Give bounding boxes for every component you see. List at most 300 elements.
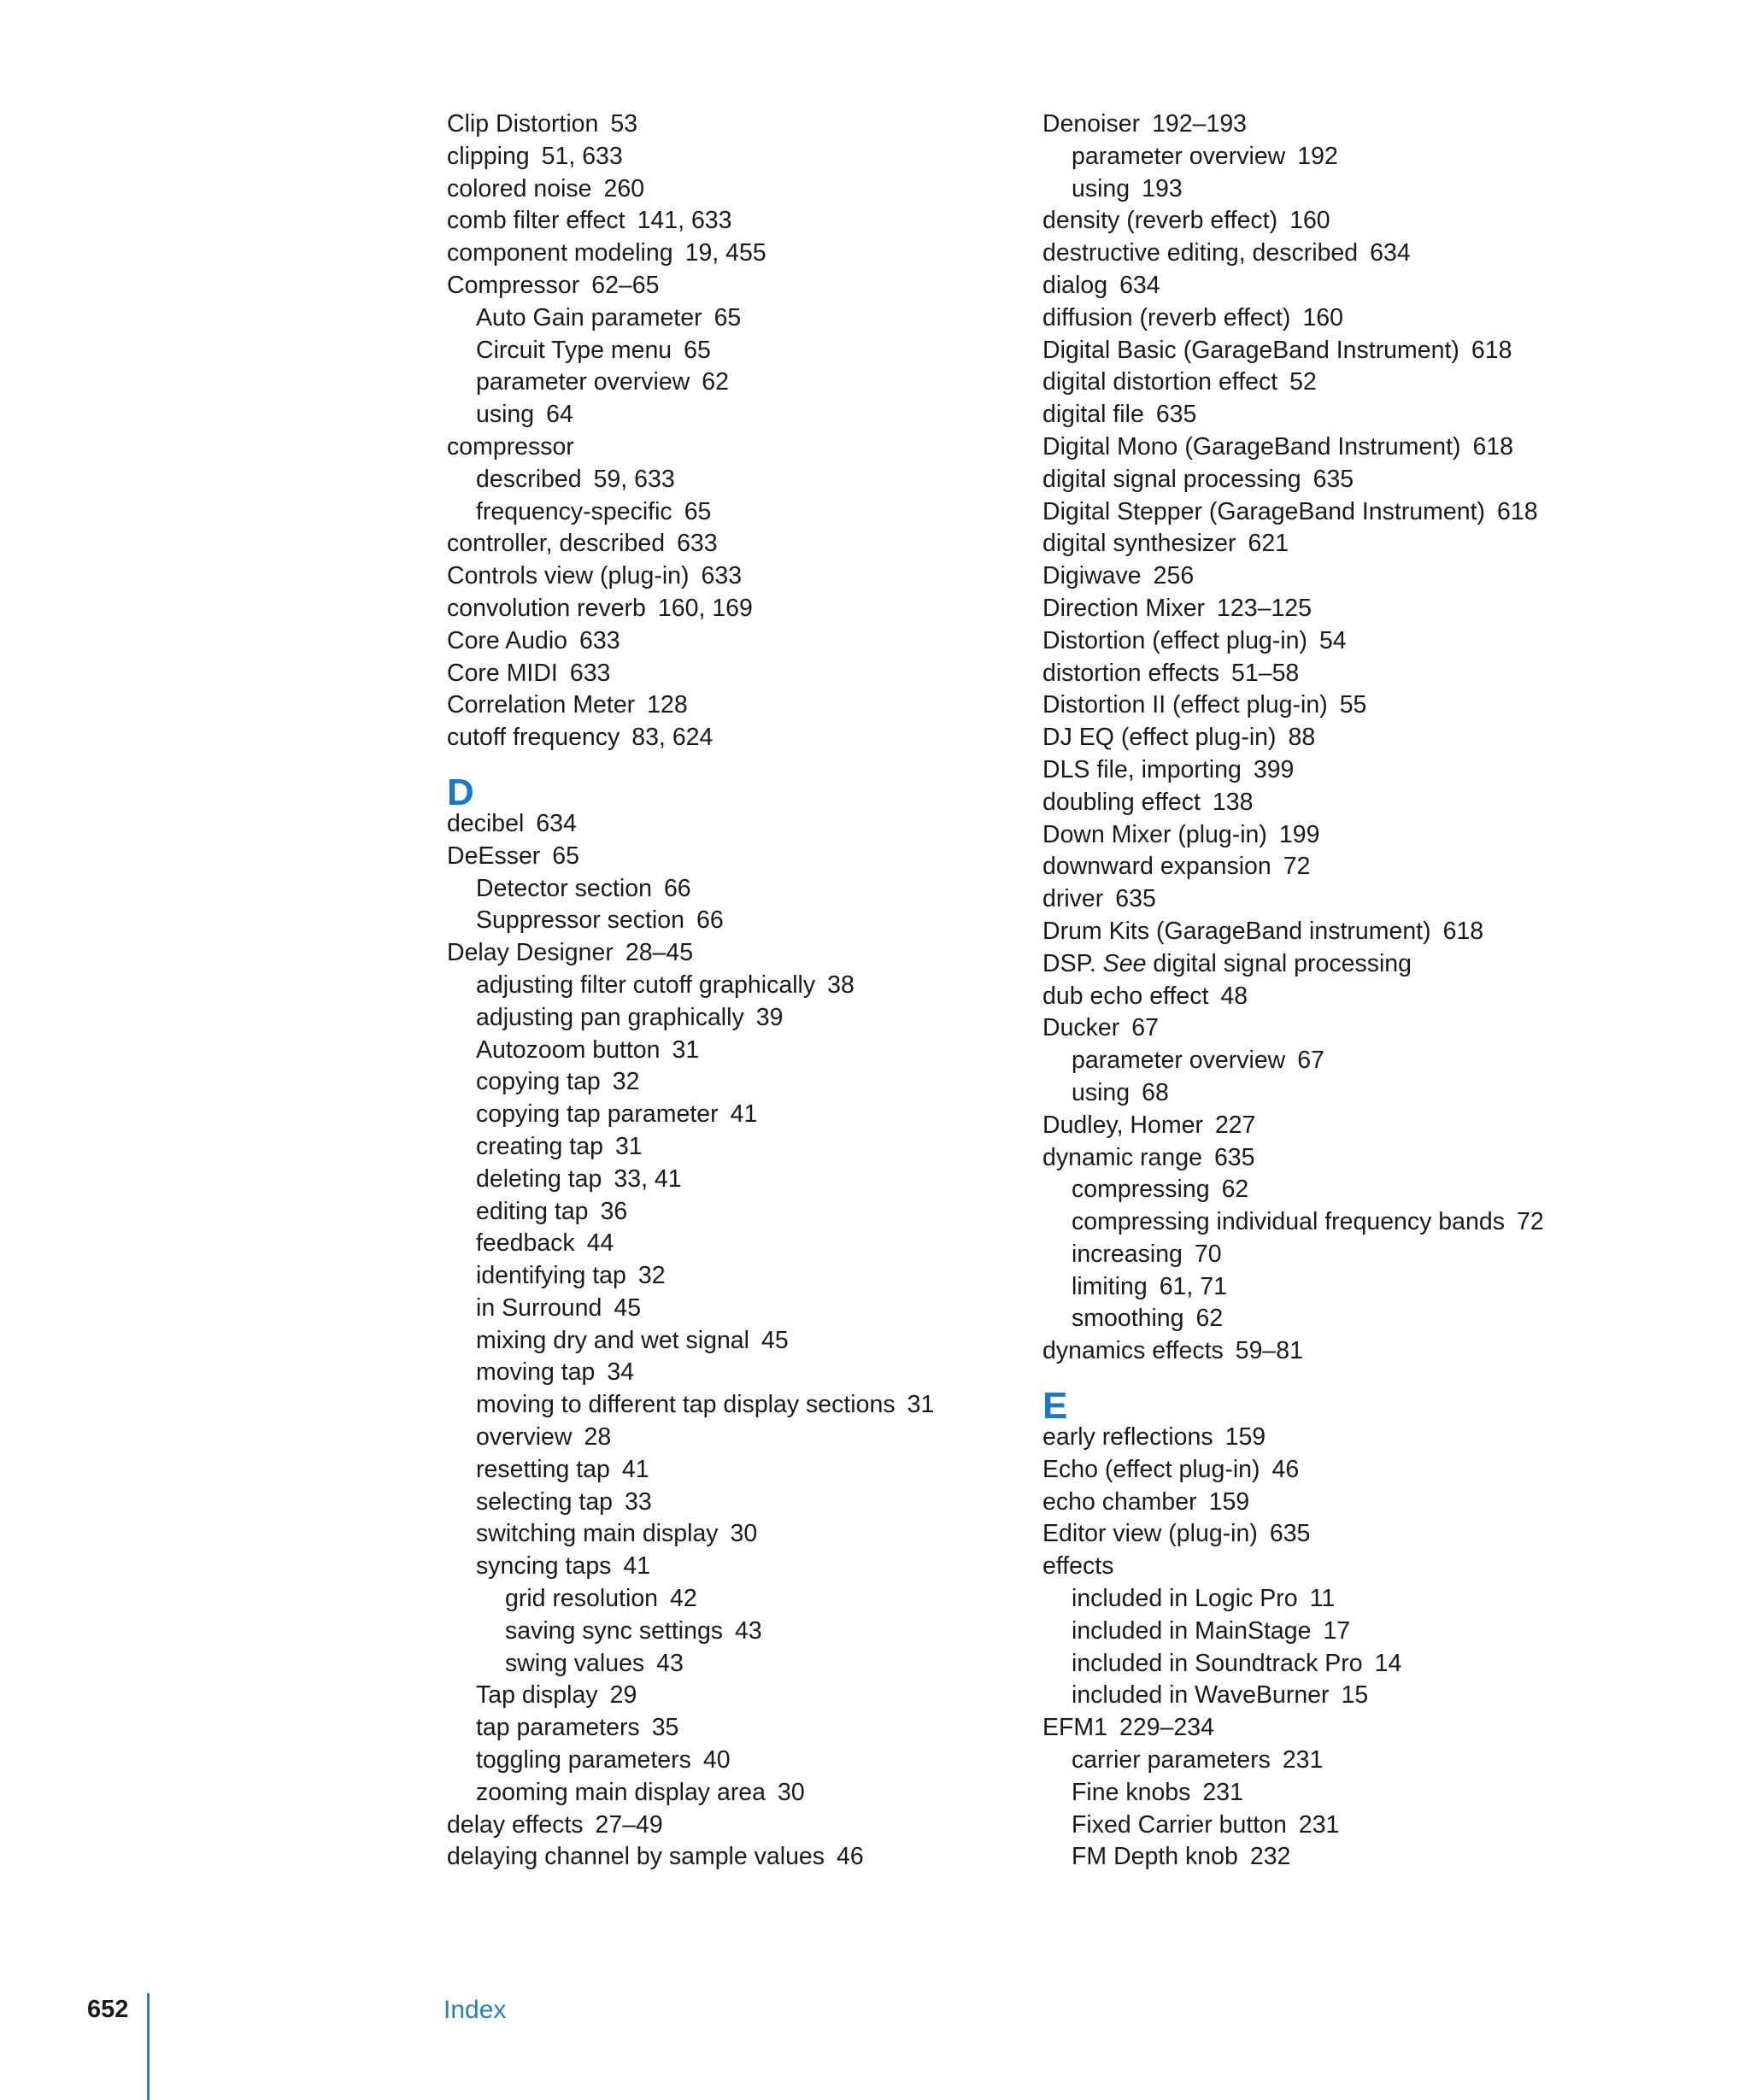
index-page-refs: 31: [672, 1035, 700, 1064]
index-term: destructive editing, described: [1042, 239, 1359, 267]
index-entry: [1042, 205, 1572, 238]
index-term: decibel: [447, 809, 525, 837]
index-page-refs: 618: [1472, 432, 1514, 460]
index-term: Clip Distortion: [447, 110, 599, 138]
index-page-refs: 59, 633: [593, 465, 675, 493]
index-term: Digital Stepper (GarageBand Instrument): [1042, 497, 1486, 525]
index-term: Digital Mono (GarageBand Instrument): [1042, 432, 1461, 460]
see-reference-label: See: [1095, 949, 1147, 977]
index-entry: [1042, 1648, 1572, 1681]
index-term: Distortion (effect plug-in): [1042, 626, 1307, 654]
index-entry: [1042, 948, 1572, 981]
index-term: Ducker: [1042, 1014, 1120, 1042]
index-term: toggling parameters: [476, 1746, 691, 1774]
index-page-refs: 33, 41: [614, 1164, 682, 1193]
index-entry: [1042, 1810, 1572, 1842]
index-entry: [1042, 1077, 1572, 1110]
index-entry: [447, 1325, 994, 1358]
index-term: Autozoom button: [476, 1035, 661, 1064]
index-entry: [1042, 238, 1572, 270]
index-page-refs: 634: [1119, 271, 1160, 299]
index-page-refs: 27–49: [595, 1810, 663, 1839]
index-page-refs: 41: [623, 1552, 651, 1581]
index-entry: [447, 238, 994, 270]
index-letter-heading: D: [447, 771, 474, 813]
index-term: Compressor: [447, 271, 580, 299]
index-term: syncing taps: [476, 1552, 612, 1581]
index-entry: [447, 1422, 994, 1454]
index-page-refs: 227: [1214, 1111, 1256, 1139]
index-page-refs: 635: [1312, 465, 1354, 493]
index-page-refs: 618: [1497, 497, 1538, 525]
index-page-refs: 31: [614, 1132, 643, 1160]
index-entry: [447, 873, 994, 906]
index-entry: [447, 1293, 994, 1325]
index-entry: [447, 970, 994, 1002]
index-page-refs: 159: [1208, 1487, 1250, 1516]
index-term: identifying tap: [476, 1262, 626, 1290]
index-entry: [447, 1745, 994, 1777]
index-entry: [447, 1035, 994, 1067]
index-entry: [447, 1680, 994, 1712]
index-entry: [1042, 1487, 1572, 1519]
index-entry: [1042, 1583, 1572, 1616]
index-entry: [1042, 1110, 1572, 1142]
index-entry: [1042, 109, 1572, 141]
index-entry: [447, 1260, 994, 1293]
index-page-refs: 53: [610, 110, 638, 138]
index-page-refs: 65: [684, 336, 711, 364]
index-entry: [1042, 625, 1572, 658]
index-page-refs: 15: [1341, 1681, 1369, 1710]
index-page-refs: 72: [1516, 1208, 1544, 1236]
index-entry: [1042, 270, 1572, 302]
index-term: parameter overview: [1072, 1047, 1286, 1075]
index-entry: [1042, 1012, 1572, 1045]
index-term: DLS file, importing: [1042, 755, 1242, 783]
index-page-refs: 634: [536, 809, 577, 837]
index-page-refs: 634: [1370, 239, 1411, 267]
index-term: increasing: [1072, 1240, 1183, 1268]
index-term: moving tap: [476, 1358, 596, 1387]
index-term: Dudley, Homer: [1042, 1111, 1203, 1139]
index-entry: [447, 1164, 994, 1196]
index-page-refs: 199: [1278, 820, 1320, 848]
index-page-refs: 45: [614, 1293, 642, 1322]
index-page-refs: 35: [651, 1714, 679, 1742]
index-term: delay effects: [447, 1810, 584, 1839]
index-term: Digiwave: [1042, 562, 1142, 590]
index-term: compressor: [447, 432, 574, 460]
index-entry: [447, 593, 994, 625]
index-term: distortion effects: [1042, 659, 1220, 687]
index-entry: [1042, 1174, 1572, 1206]
index-entry: [1042, 1518, 1572, 1551]
index-entry: [1042, 1206, 1572, 1239]
index-entry: [1042, 1680, 1572, 1712]
index-page-refs: 32: [637, 1262, 666, 1290]
index-entry: [447, 205, 994, 238]
index-entry: [447, 302, 994, 335]
index-term: EFM1: [1042, 1714, 1108, 1742]
index-page-refs: 19, 455: [684, 239, 766, 267]
index-entry: [447, 560, 994, 593]
index-entry: [447, 528, 994, 560]
index-page-refs: 618: [1471, 336, 1512, 364]
index-page-refs: 62: [1221, 1176, 1249, 1204]
index-term: Digital Basic (GarageBand Instrument): [1042, 336, 1459, 364]
index-entry: [447, 1712, 994, 1745]
index-page-refs: 14: [1374, 1649, 1402, 1677]
index-term: in Surround: [476, 1293, 602, 1322]
index-entry: [447, 173, 994, 206]
index-entry: [1042, 431, 1572, 464]
index-term: creating tap: [476, 1132, 603, 1160]
index-term: tap parameters: [476, 1714, 640, 1742]
index-page-refs: 36: [600, 1197, 628, 1225]
index-term: Denoiser: [1042, 110, 1141, 138]
index-term: described: [476, 465, 582, 493]
index-page-refs: 32: [612, 1068, 640, 1096]
index-term: using: [1072, 1078, 1130, 1106]
index-term: Fixed Carrier button: [1072, 1810, 1287, 1839]
index-page-refs: 160: [1302, 303, 1343, 331]
index-term: dub echo effect: [1042, 982, 1209, 1010]
index-term: saving sync settings: [505, 1616, 724, 1645]
index-page-refs: 633: [569, 659, 611, 687]
index-page-refs: 138: [1212, 788, 1254, 816]
index-term: smoothing: [1072, 1305, 1184, 1333]
index-term: using: [476, 401, 535, 429]
index-term: Correlation Meter: [447, 691, 636, 719]
index-entry: [447, 367, 994, 399]
index-entry: [1042, 1303, 1572, 1335]
index-term: delaying channel by sample values: [447, 1843, 825, 1871]
index-entry: [1042, 464, 1572, 496]
index-entry: [447, 431, 994, 464]
index-term: convolution reverb: [447, 594, 646, 622]
index-term: clipping: [447, 142, 530, 170]
index-entry: [447, 1454, 994, 1487]
index-term: DeEsser: [447, 842, 541, 870]
index-term: cutoff frequency: [447, 724, 620, 752]
index-term: Editor view (plug-in): [1042, 1520, 1258, 1548]
index-entry: [447, 1196, 994, 1229]
index-page-refs: 61, 71: [1159, 1272, 1227, 1300]
index-page-refs: 72: [1283, 853, 1311, 881]
index-page-refs: 193: [1142, 174, 1183, 202]
index-page-refs: 42: [670, 1585, 697, 1613]
index-page-refs: 46: [837, 1843, 864, 1871]
index-entry: [1042, 1745, 1572, 1777]
index-page-refs: 55: [1339, 691, 1367, 719]
index-entry: [447, 689, 994, 722]
index-term: effects: [1042, 1552, 1114, 1581]
index-page-refs: 231: [1202, 1778, 1243, 1806]
index-page-refs: 28–45: [625, 939, 694, 967]
index-entry: [447, 1228, 994, 1260]
index-term: compressing individual frequency bands: [1072, 1208, 1505, 1236]
index-page-refs: 39: [755, 1003, 784, 1031]
index-term: grid resolution: [505, 1585, 659, 1613]
index-page-refs: 635: [1115, 885, 1156, 913]
index-term: digital file: [1042, 401, 1144, 429]
index-page-refs: 123–125: [1217, 594, 1312, 622]
index-term: DJ EQ (effect plug-in): [1042, 724, 1277, 752]
index-entry: [447, 1357, 994, 1389]
index-entry: [1042, 1335, 1572, 1368]
index-page-refs: 192–193: [1152, 110, 1248, 138]
index-entry: [1042, 1777, 1572, 1810]
index-entry: [1042, 916, 1572, 948]
index-entry: [1042, 689, 1572, 722]
index-entry: [1042, 173, 1572, 206]
index-term: echo chamber: [1042, 1487, 1197, 1516]
index-entry: [447, 1841, 994, 1874]
index-entry: [447, 841, 994, 873]
index-entry: [447, 1648, 994, 1681]
footer-section-title: Index: [443, 1996, 507, 2024]
index-page-refs: 621: [1248, 530, 1289, 558]
index-term: controller, described: [447, 530, 666, 558]
index-entry: [1042, 560, 1572, 593]
index-entry: [1042, 1239, 1572, 1271]
index-entry: [1042, 302, 1572, 335]
index-entry: [447, 496, 994, 529]
index-page-refs: 635: [1155, 401, 1197, 429]
index-page-refs: 66: [696, 906, 724, 935]
footer-divider: [147, 1993, 150, 2100]
index-term: mixing dry and wet signal: [476, 1326, 749, 1354]
index-page-refs: 229–234: [1119, 1714, 1214, 1742]
index-term: overview: [476, 1423, 573, 1452]
index-entry: [447, 625, 994, 658]
index-entry: [447, 141, 994, 173]
index-entry: [447, 1810, 994, 1842]
index-term: FM Depth knob: [1072, 1843, 1238, 1871]
index-term: colored noise: [447, 174, 592, 202]
index-page-refs: 43: [735, 1616, 762, 1645]
index-page-refs: 67: [1131, 1014, 1159, 1042]
index-term: carrier parameters: [1072, 1746, 1271, 1774]
index-term: Fine knobs: [1072, 1778, 1191, 1806]
index-entry: [447, 399, 994, 431]
index-term: adjusting filter cutoff graphically: [476, 971, 816, 999]
index-entry: [1042, 981, 1572, 1013]
index-column-right: [1042, 109, 1572, 1874]
index-page-refs: 48: [1220, 982, 1248, 1010]
index-term: Echo (effect plug-in): [1042, 1455, 1260, 1483]
index-term: dynamics effects: [1042, 1337, 1224, 1365]
index-term: frequency-specific: [476, 497, 672, 525]
index-letter-heading: E: [1042, 1385, 1068, 1428]
index-term: Down Mixer (plug-in): [1042, 820, 1267, 848]
index-page-refs: 62: [702, 368, 729, 396]
index-term: digital signal processing: [1042, 465, 1301, 493]
index-term: Suppressor section: [476, 906, 684, 935]
index-page-refs: 260: [603, 174, 645, 202]
index-term: dialog: [1042, 271, 1108, 299]
index-term: Drum Kits (GarageBand instrument): [1042, 917, 1431, 945]
index-page-refs: 33: [625, 1487, 652, 1516]
index-page-refs: 633: [677, 530, 718, 558]
index-entry: [1042, 1454, 1572, 1487]
index-page-refs: 88: [1288, 724, 1316, 752]
index-entry: [447, 658, 994, 690]
index-term: Delay Designer: [447, 939, 614, 967]
index-page-refs: 51–58: [1231, 659, 1300, 687]
index-entry: [1042, 141, 1572, 173]
index-entry: [447, 335, 994, 367]
index-page-refs: 231: [1282, 1746, 1324, 1774]
index-entry: [1042, 367, 1572, 399]
index-entry: [1042, 496, 1572, 529]
index-page-refs: 17: [1323, 1616, 1351, 1645]
index-page-refs: 38: [827, 971, 854, 999]
index-entry: [1042, 335, 1572, 367]
index-entry: [1042, 787, 1572, 819]
index-entry: [1042, 722, 1572, 754]
index-page-refs: 160: [1289, 207, 1330, 235]
index-entry: [447, 1551, 994, 1583]
index-page-refs: 34: [607, 1358, 635, 1387]
index-term: compressing: [1072, 1176, 1210, 1204]
index-page-refs: 66: [663, 874, 691, 902]
index-term: component modeling: [447, 239, 673, 267]
index-page-refs: 232: [1249, 1843, 1291, 1871]
index-entry: [447, 1131, 994, 1164]
index-entry: [1042, 399, 1572, 431]
index-entry: [1042, 1142, 1572, 1175]
index-page-refs: 44: [586, 1229, 614, 1258]
index-page-refs: 11: [1309, 1585, 1336, 1613]
index-term: editing tap: [476, 1197, 589, 1225]
index-page-refs: 31: [907, 1391, 935, 1419]
index-entry: [447, 1616, 994, 1648]
index-entry: [447, 1487, 994, 1519]
index-page-refs: 41: [621, 1455, 649, 1483]
index-entry: [447, 808, 994, 841]
index-entry: [447, 1518, 994, 1551]
index-page-refs: 59–81: [1235, 1337, 1303, 1365]
index-page-refs: 29: [609, 1681, 637, 1710]
index-page-refs: 41: [730, 1100, 758, 1129]
index-page-refs: 192: [1297, 142, 1338, 170]
index-term: parameter overview: [1072, 142, 1286, 170]
index-column-left: [447, 109, 994, 1874]
index-entry: [447, 905, 994, 937]
index-page-refs: 62–65: [591, 271, 660, 299]
index-entry: [447, 1099, 994, 1131]
index-term: parameter overview: [476, 368, 690, 396]
index-entry: [1042, 593, 1572, 625]
index-term: Core Audio: [447, 626, 568, 654]
index-term: digital distortion effect: [1042, 368, 1278, 396]
index-entry: [447, 1583, 994, 1616]
index-term: diffusion (reverb effect): [1042, 303, 1291, 331]
index-term: copying tap parameter: [476, 1100, 719, 1129]
index-page-refs: 618: [1442, 917, 1484, 945]
index-term: included in Soundtrack Pro: [1072, 1649, 1363, 1677]
index-entry: [1042, 883, 1572, 916]
index-term: selecting tap: [476, 1487, 614, 1516]
index-entry: [447, 722, 994, 754]
index-term: DSP.: [1042, 949, 1096, 977]
index-term: adjusting pan graphically: [476, 1003, 744, 1031]
index-term: early reflections: [1042, 1423, 1213, 1452]
index-term: comb filter effect: [447, 207, 625, 235]
index-term: Detector section: [476, 874, 652, 902]
index-entry: [447, 1777, 994, 1810]
index-entry: [1042, 1712, 1572, 1745]
index-term: downward expansion: [1042, 853, 1271, 881]
index-page-refs: 635: [1269, 1520, 1311, 1548]
index-term: resetting tap: [476, 1455, 610, 1483]
index-term: Core MIDI: [447, 659, 558, 687]
index-term: swing values: [505, 1649, 645, 1677]
index-page-refs: 43: [656, 1649, 684, 1677]
index-term: limiting: [1072, 1272, 1148, 1300]
index-page-refs: 67: [1297, 1047, 1324, 1075]
index-page-refs: 46: [1271, 1455, 1300, 1483]
index-term: included in WaveBurner: [1072, 1681, 1330, 1710]
index-page-refs: 159: [1224, 1423, 1266, 1452]
index-page-refs: 65: [552, 842, 579, 870]
index-term: driver: [1042, 885, 1104, 913]
index-term: Tap display: [476, 1681, 598, 1710]
index-term: density (reverb effect): [1042, 207, 1278, 235]
index-term: feedback: [476, 1229, 575, 1258]
index-term: copying tap: [476, 1068, 601, 1096]
index-entry: [1042, 528, 1572, 560]
index-term: switching main display: [476, 1520, 719, 1548]
index-entry: [1042, 658, 1572, 690]
index-entry: [447, 937, 994, 970]
index-page-refs: 51, 633: [541, 142, 623, 170]
index-page-refs: 64: [546, 401, 573, 429]
index-page-refs: 256: [1153, 562, 1195, 590]
index-term: digital synthesizer: [1042, 530, 1236, 558]
index-term: Auto Gain parameter: [476, 303, 702, 331]
index-page-refs: 65: [684, 497, 712, 525]
index-page-refs: 30: [778, 1778, 805, 1806]
index-entry: [447, 270, 994, 302]
index-entry: [1042, 819, 1572, 852]
index-term: Circuit Type menu: [476, 336, 672, 364]
index-page-refs: 28: [584, 1423, 612, 1452]
index-page-refs: 30: [730, 1520, 758, 1548]
index-entry: [1042, 1271, 1572, 1304]
index-entry: [1042, 1422, 1572, 1454]
index-entry: [1042, 1841, 1572, 1874]
index-entry: [1042, 1045, 1572, 1077]
index-page-refs: 231: [1298, 1810, 1340, 1839]
index-entry: [447, 109, 994, 141]
index-page-refs: 633: [701, 562, 743, 590]
see-reference-target: digital signal processing: [1146, 949, 1412, 977]
page-number: 652: [87, 1996, 129, 2023]
index-entry: [447, 1389, 994, 1422]
index-entry: [447, 1002, 994, 1035]
index-page-refs: 128: [647, 691, 688, 719]
index-page-refs: 635: [1213, 1143, 1255, 1171]
index-entry: [1042, 851, 1572, 883]
index-term: using: [1072, 174, 1130, 202]
index-page-refs: 40: [702, 1746, 731, 1774]
index-page-refs: 160, 169: [657, 594, 753, 622]
index-term: moving to different tap display sections: [476, 1391, 896, 1419]
index-page-refs: 62: [1195, 1305, 1224, 1333]
